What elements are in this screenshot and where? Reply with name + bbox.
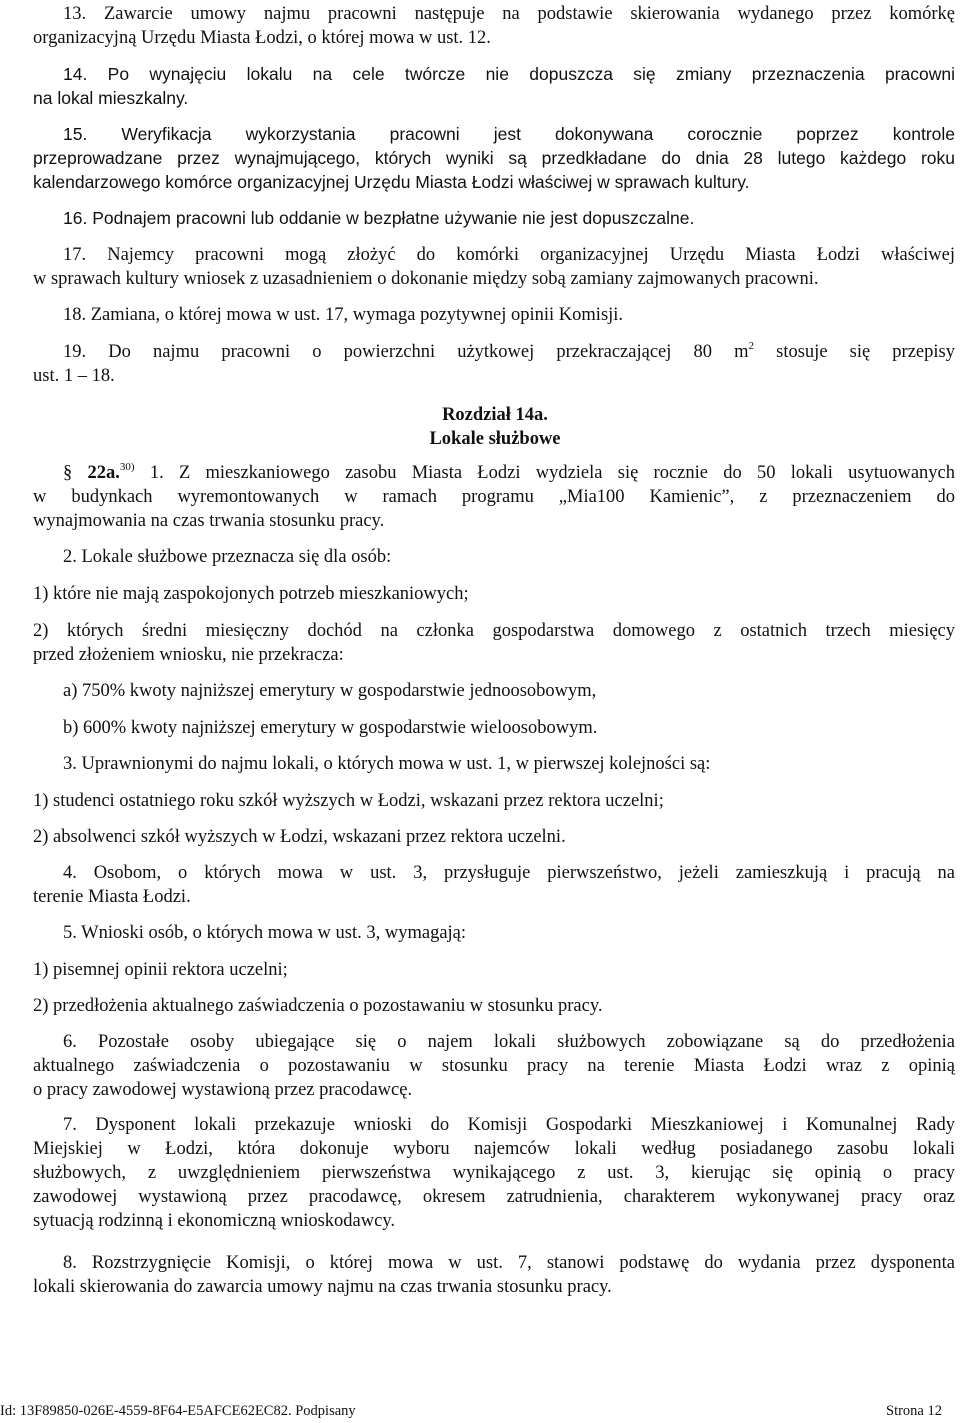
footnote-ref: 30) — [119, 461, 135, 473]
section-22a-paragraph-2-point-2: 2) których średni miesięczny dochód na członka gospodarstwa domowego z ostatnich trzech miesięcy przed złożeniem wniosku, nie przekracza: — [33, 621, 955, 665]
section-22a-paragraph-2-point-1: 1) które nie mają zaspokojonych potrzeb mieszkaniowych; — [33, 584, 469, 604]
paragraph-15: 15. Weryfikacja wykorzystania pracowni jest dokonywana corocznie poprzez kontrole przeprowadzane przez wynajmującego, których wyniki są przedkładane do dnia 28 lutego każdego roku kalendarzowego komórce organizacyjnej Urzędu Miasta Łodzi właściwej w sprawach kultury. — [33, 124, 955, 192]
section-22a-paragraph-5-point-2: 2) przedłożenia aktualnego zaświadczenia o pozostawaniu w stosunku pracy. — [33, 996, 603, 1016]
section-22a-paragraph-2-letter-a: a) 750% kwoty najniższej emerytury w gospodarstwie jednoosobowym, — [63, 681, 597, 701]
chapter-subtitle: Lokale służbowe — [429, 429, 561, 449]
paragraph-14: 14. Po wynajęciu lokalu na cele twórcze nie dopuszcza się zmiany przeznaczenia pracowni na lokal mieszkalny. — [33, 64, 955, 108]
section-number: § 22a. — [63, 463, 120, 483]
chapter-title: Rozdział 14a. — [442, 405, 548, 425]
paragraph-16: 16. Podnajem pracowni lub oddanie w bezpłatne używanie nie jest dopuszczalne. — [63, 208, 695, 228]
section-22a-paragraph-5: 5. Wnioski osób, o których mowa w ust. 3, wymagają: — [63, 923, 467, 943]
section-22a-paragraph-2-letter-b: b) 600% kwoty najniższej emerytury w gospodarstwie wieloosobowym. — [63, 718, 598, 738]
section-22a-paragraph-5-point-1: 1) pisemnej opinii rektora uczelni; — [33, 960, 288, 980]
section-22a-paragraph-1: § 22a.$^{30)}$ 1. Z mieszkaniowego zasobu Miasta Łodzi wydziela się rocznie do 50 lokali usytuowanych w budynkach wyremontowanych w ramach programu „Mia100 Kamienic”, z przeznaczeniem do wynajmowania na czas trwania stosunku pracy. — [33, 461, 956, 531]
paragraph-18: 18. Zamiana, o której mowa w ust. 17, wymaga pozytywnej opinii Komisji. — [63, 305, 624, 325]
section-22a-paragraph-3-point-1: 1) studenci ostatniego roku szkół wyższych w Łodzi, wskazani przez rektora uczelni; — [33, 791, 664, 811]
document-id: Id: 13F89850-026E-4559-8F64-E5AFCE62EC82. Podpisany — [0, 1403, 356, 1419]
section-22a-paragraph-7: 7. Dysponent lokali przekazuje wnioski do Komisji Gospodarki Mieszkaniowej i Komunalnej Rady Miejskiej w Łodzi, która dokonuje wyboru najemców lokali według posiadanego zasobu lokali służbowych, z uwzględnieniem pierwszeństwa wynikającego z ust. 3, kierując się opinią o pracy zawodowej wystawioną przez pracodawcę, okresem zatrudnienia, charakterem wykonywanej pracy oraz sytuacją rodzinną i ekonomiczną wnioskodawcy. — [33, 1115, 955, 1231]
paragraph-19: 19. Do najmu pracowni o powierzchni użytkowej przekraczającej 80 $m^2$ stosuje się przepisy ust. 1 – 18. — [33, 340, 955, 386]
page-number: Strona 12 — [886, 1403, 942, 1419]
paragraph-17: 17. Najemcy pracowni mogą złożyć do komórki organizacyjnej Urzędu Miasta Łodzi właściwej w sprawach kultury wniosek z uzasadnieniem o dokonanie między sobą zamiany zajmowanych pracowni. — [33, 245, 955, 289]
paragraph-13: 13. Zawarcie umowy najmu pracowni następuje na podstawie skierowania wydanego przez komórkę organizacyjną Urzędu Miasta Łodzi, o której mowa w ust. 12. — [33, 4, 955, 48]
section-22a-paragraph-3-point-2: 2) absolwenci szkół wyższych w Łodzi, wskazani przez rektora uczelni. — [33, 827, 566, 847]
page-footer — [0, 1401, 960, 1423]
section-22a-paragraph-2: 2. Lokale służbowe przeznacza się dla osób: — [63, 547, 392, 567]
section-22a-paragraph-6: 6. Pozostałe osoby ubiegające się o najem lokali służbowych zobowiązane są do przedłożenia aktualnego zaświadczenia o pozostawaniu w stosunku pracy na terenie Miasta Łodzi wraz z opinią o pracy zawodowej wystawioną przez pracodawcę. — [33, 1032, 955, 1100]
section-22a-paragraph-4: 4. Osobom, o których mowa w ust. 3, przysługuje pierwszeństwo, jeżeli zamieszkują i pracują na terenie Miasta Łodzi. — [33, 863, 955, 907]
section-22a-paragraph-3: 3. Uprawnionymi do najmu lokali, o których mowa w ust. 1, w pierwszej kolejności są: — [63, 754, 711, 774]
section-22a-paragraph-8: 8. Rozstrzygnięcie Komisji, o której mowa w ust. 7, stanowi podstawę do wydania przez dysponenta lokali skierowania do zawarcia umowy najmu na czas trwania stosunku pracy. — [33, 1253, 955, 1297]
